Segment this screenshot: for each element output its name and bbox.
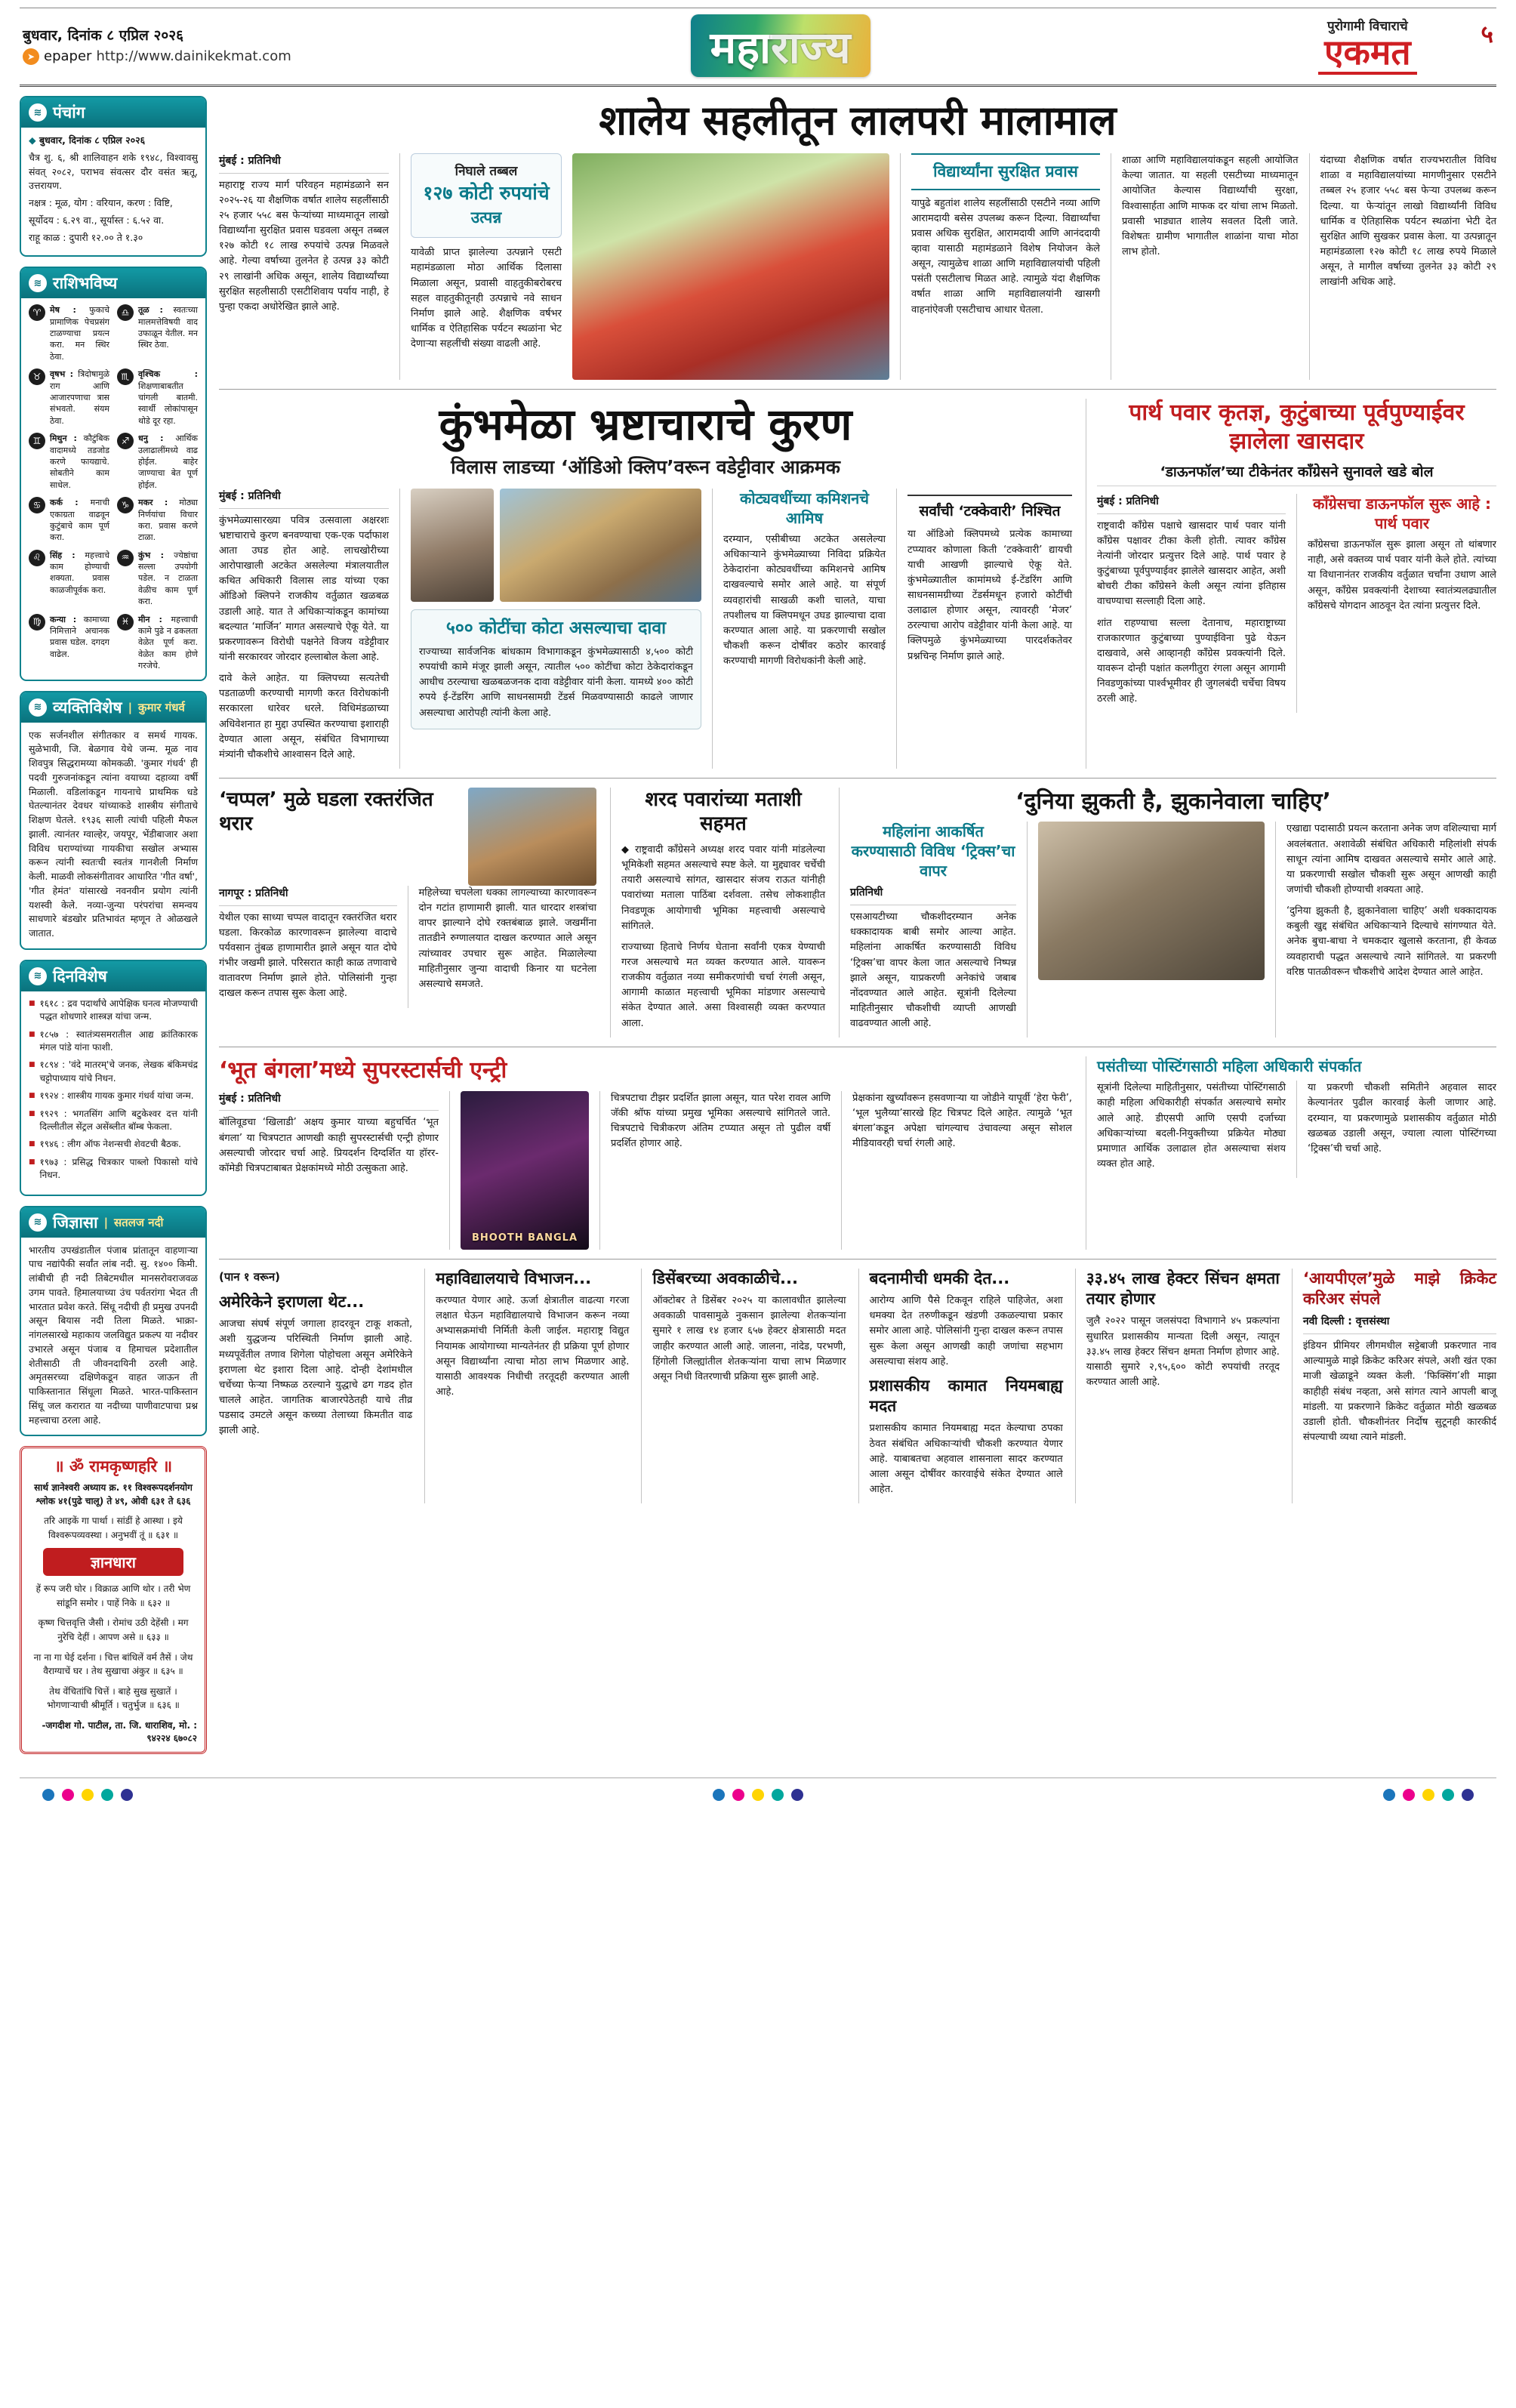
panchang-line: राहू काळ : दुपारी १२.०० ते १.३० (29, 231, 143, 243)
byline: नवी दिल्ली : वृत्तसंस्था (1303, 1314, 1496, 1334)
vilas-lad-portrait-photo (411, 489, 494, 602)
body-text: आरोग्य आणि पैसे टिकवून राहिले पाहिजेत, अशा धमक्या देत तरुणीकडून खंडणी उकळल्याचा प्रकार समोर आला आहे. पोलिसांनी गुन्हा दाखल करून तपास सुरू केला असून आणखी काही जणांचा सहभाग असल्याचा संशय आहे. (869, 1295, 1063, 1367)
chappal-incident-photo (468, 788, 596, 886)
color-dot (772, 1789, 784, 1801)
color-dot (752, 1789, 764, 1801)
day-special-item: ■ १८९४ : 'वंदे मातरम्'चे जनक, लेखक बंकिमचंद्र चट्टोपाध्याय यांचे निधन. (29, 1059, 198, 1085)
commission-subhead: कोट्यवधींच्या कमिशनचे आमिष (739, 489, 869, 528)
body-text: एसआयटीच्या चौकशीदरम्यान अनेक धक्कादायक बाबी समोर आल्या आहेत. महिलांना आकर्षित करण्यासाठी विविध ‘ट्रिक्स’चा वापर केला जात असल्याचे निष्पन्न झाले असून, याप्रकरणी अनेकांचे जबाब नोंदवण्यात आले आहेत. सूत्रांनी दिलेल्या माहितीनुसार चौकशीची व्याप्ती आणखी वाढवण्यात आली आहे. (850, 911, 1016, 1030)
body-text: यंदाच्या शैक्षणिक वर्षात राज्यभरातील विविध शाळा व महाविद्यालयांच्या मागणीनुसार एसटीने तब्बल २५ हजार ५५८ बस फेऱ्या उपलब्ध करून दिल्या. या फेऱ्यांतून लाखो विद्यार्थ्यांनी विविध धार्मिक व ऐतिहासिक पर्यटन स्थळांना भेटी देत सुरक्षित आणि सुखकर प्रवास केला. या उत्पन्नातून महामंडळाला १२७ कोटी १८ लाख रुपये मिळाले असून, ते मागील वर्षाच्या तुलनेत ३३ कोटी २९ लाखांनी अधिक आहे. (1320, 155, 1496, 288)
body-text: एखाद्या पदासाठी प्रयत्न करताना अनेक जण वशिल्याचा मार्ग अवलंबतात. अशावेळी संबंधित अधिकारी महिलांशी संपर्क साधून त्यांना आमिष दाखवत असल्याचे समोर आले आहे. या प्रकरणाची सखोल चौकशी सुरू असून आणखी काही जणांची चौकशी होण्याची शक्यता आहे. (1286, 823, 1496, 896)
rashi-item: ♌ सिंह : महत्त्वाचे काम होण्याची शक्यता. प्रवास काळजीपूर्वक करा. (29, 550, 109, 608)
story-row-three (219, 778, 1496, 1038)
story-bhoot-bangla (219, 1056, 1072, 1250)
person-special-subject: कुमार गंधर्व (138, 700, 185, 714)
curiosity-section: ≋ जिज्ञासा | सतलज नदी भारतीय उपखंडातील पंजाब प्रांतातून वाहणाऱ्या पाच नद्यांपैकी सर्वांत लांब नदी. सु. १४०० किमी. लांबीची ही नदी तिबेटमधील मानसरोवराजवळ उगम पावते. हिमालयाच्या उंच पर्वतरांगा भेदत ती भारतात प्रवेश करते. सिंधू नदीची ही प्रमुख उपनदी असून बियास नदी तिला मिळते. भाक्रा-नांगलसारखे महाकाय जलविद्युत प्रकल्प या नदीवर उभारले असून पंजाब व हिमाचल प्रदेशातील शेतीसाठी ती जीवनदायिनी ठरली आहे. अमृतसरच्या दक्षिणेकडून वाहत जाऊन ती पाकिस्तानात सिंधूला मिळते. भारत-पाकिस्तान सिंधू जल करारात या नदीच्या पाणीवाटपाचा प्रश्न महत्त्वाचा ठरला आहे. (20, 1206, 207, 1437)
day-special-section (20, 960, 207, 1196)
day-special-item: ■ १९२९ : भगतसिंग आणि बटुकेश्वर दत्त यांनी दिल्लीतील सेंट्रल असेंब्लीत बॉम्ब फेकला. (29, 1108, 198, 1134)
rashi-item: ♊ मिथुन : कौटुंबिक वादामध्ये तडजोड करणे फायद्याचे. सोबतीने काम साधेल. (29, 433, 109, 491)
parth-subhead: काँग्रेसचा डाऊनफॉल सुरू आहे : पार्थ पवार (1312, 495, 1492, 533)
color-dot (791, 1789, 803, 1801)
body-text: जुलै २०२२ पासून जलसंपदा विभागाने ४५ प्रकल्पांना सुधारित प्रशासकीय मान्यता दिली असून, त्यातून ३३.४५ लाख हेक्टर सिंचन क्षमता निर्माण होणार आहे. यासाठी सुमारे २,९५,६०० कोटी रुपयांची तरतूद करण्यात आली आहे. (1086, 1315, 1280, 1388)
day-special-item: ■ १८५७ : स्वातंत्र्यसमरातील आद्य क्रांतिकारक मंगल पांडे यांना फाशी. (29, 1028, 198, 1055)
section-chevron-icon: ≋ (29, 1213, 47, 1232)
story-headline: महाविद्यालयाचे विभाजन... (436, 1269, 592, 1287)
kumbh-mela-aerial-photo (500, 489, 701, 602)
body-text: सूत्रांनी दिलेल्या माहितीनुसार, पसंतीच्या पोस्टिंगसाठी काही महिला अधिकारीही संपर्कात असल्याचे समोर आले आहे. डीएसपी आणि एसपी दर्जाच्या अधिकाऱ्यांच्या बदली-नियुक्तीच्या प्रक्रियेत मोठ्या प्रमाणात आर्थिक उलाढाल होत असल्याचा संशय व्यक्त होत आहे. (1097, 1082, 1286, 1170)
rashi-item: ♑ मकर : मोठ्या निर्णयांचा विचार करा. प्रवास करणे टाळा. (117, 497, 198, 544)
color-dot (1442, 1789, 1454, 1801)
story-row-four (219, 1047, 1496, 1250)
body-text: चित्रपटाचा टीझर प्रदर्शित झाला असून, यात परेश रावल आणि जॅकी श्रॉफ यांच्या प्रमुख भूमिका असल्याचे सांगितले जाते. चित्रपटाचे चित्रीकरण अंतिम टप्प्यात असून तो पुढील वर्षी प्रदर्शित होणार आहे. (611, 1092, 830, 1150)
story-headline: ‘भूत बंगला’मध्ये सुपरस्टार्सची एन्ट्री (219, 1057, 507, 1084)
day-special-item: ■ १९७३ : प्रसिद्ध चित्रकार पाब्लो पिकासो यांचे निधन. (29, 1156, 198, 1182)
rashi-item: ♈ मेष : फुकाचे प्रामाणिक पेचप्रसंग टाळण्याचा प्रयत्न करा. मन स्थिर ठेवा. (29, 304, 109, 362)
body-text: काँग्रेसचा डाऊनफॉल सुरू झाला असून तो थांबणार नाही, असे वक्तव्य पार्थ पवार यांनी केले होते. त्यांच्या या विधानानंतर राजकीय वर्तुळात चर्चांना उधाण आले असून, काँग्रेस प्रवक्त्यांनी देशाच्या स्वातंत्र्यलढ्यातील काँग्रेसचे योगदान आठवून देत त्यांना प्रत्युत्तर दिले. (1308, 539, 1496, 612)
horoscope-section (20, 267, 207, 680)
curiosity-title: जिज्ञासा (53, 1213, 98, 1232)
body-text: शाळा आणि महाविद्यालयांकडून सहली आयोजित केल्या जातात. या सहली एसटीच्या माध्यमातून आयोजित केल्यास विद्यार्थ्यांची सुरक्षा, विश्वासार्हता आणि माफक दर यांचा लाभ मिळतो. प्रवासी भाड्यात शालेय सवलत दिली जाते. विशेषतः ग्रामीण भागातील शाळांना याचा मोठा लाभ होतो. (1122, 155, 1299, 257)
body-text: महाराष्ट्र राज्य मार्ग परिवहन महामंडळाने सन २०२५-२६ या शैक्षणिक वर्षात शालेय सहलींसाठी २५ हजार ५५८ बस फेऱ्यांच्या माध्यमातून लाखो विद्यार्थ्यांना सुरक्षित प्रवास घडवला असून तब्बल १२७ कोटी १८ लाख रुपयांचे उत्पन्न मिळवले आहे. गेल्या वर्षाच्या तुलनेत हे उत्पन्न ३३ कोटी २९ लाखांनी अधिक असून, शालेय विद्यार्थ्यांच्या सुरक्षित सहलीसाठी एसटीशिवाय पर्याय नाही, हे पुन्हा एकदा अधोरेखित झाले आहे. (219, 179, 389, 313)
story-headline: प्रशासकीय कामात नियमबाह्य मदत (869, 1376, 1063, 1416)
masthead-maha: महा (710, 22, 772, 73)
brand-tagline: पुरोगामी विचाराचे (1327, 18, 1408, 34)
body-text: दावे केले आहेत. या क्लिपच्या सत्यतेची पडताळणी करण्याची मागणी करत विरोधकांनी सरकारला धारेवर धरले. विधिमंडळाच्या अधिवेशनात हा मुद्दा उपस्थित करण्याचा इशाराही देण्यात आला असून, संबंधित विभागाच्या मंत्र्यांनी चौकशीचे आश्वासन दिले आहे. (219, 673, 389, 760)
body-text: इंडियन प्रीमियर लीगमधील सट्टेबाजी प्रकरणात नाव आल्यामुळे माझे क्रिकेट करिअर संपले, अशी खंत एका माजी खेळाडूने व्यक्त केली. ‘फिक्सिंग’शी माझा काहीही संबंध नव्हता, असे सांगत त्याने आपली बाजू मांडली. या प्रकरणाने क्रिकेट वर्तुळात मोठी खळबळ उडाली होती. चौकशीनंतर निर्दोष सुटूनही कारकीर्द संपल्याची व्यथा त्याने मांडली. (1302, 1340, 1497, 1443)
scorpio-icon: ♏ (117, 368, 134, 385)
body-text: यापुढे बहुतांश शालेय सहलींसाठी एसटीने नव्या आणि आरामदायी बसेस उपलब्ध करून दिल्या. विद्यार्थ्यांचा प्रवास अधिक सुरक्षित, आरामदायी आणि आनंददायी व्हावा यासाठी महामंडळाने विशेष नियोजन केले असून, त्यामुळेच शाळा आणि महाविद्यालयांची पहिली पसंती एसटीलाच मिळत आहे. त्यामुळे यंदा शैक्षणिक वर्षात शाळा आणि महाविद्यालयांनी खासगी वाहनांऐवजी एसटीचाच आधार घेतला. (911, 197, 1100, 316)
color-dot (732, 1789, 744, 1801)
registration-dots-right (1383, 1789, 1474, 1801)
story-row-kumbh-parth (219, 389, 1496, 769)
body-text: यावेळी प्राप्त झालेल्या उत्पन्नाने एसटी महामंडळाला मोठा आर्थिक दिलासा मिळाला असून, प्रवासी वाहतुकीबरोबरच सहल वाहतुकीतूनही उत्पन्नाचे नवे साधन निर्माण झाले आहे. शैक्षणिक वर्षभर धार्मिक व ऐतिहासिक पर्यटन स्थळांना भेट देणाऱ्या सहलींची संख्या वाढली आहे. (411, 247, 562, 350)
story-america-iran (219, 1269, 412, 1503)
day-special-title: दिनविशेष (53, 967, 107, 985)
story-duniya (839, 788, 1496, 1038)
color-dot (713, 1789, 725, 1801)
story-kumbh-mela (219, 399, 1072, 769)
color-dot (42, 1789, 54, 1801)
left-sidebar (20, 96, 207, 1764)
day-special-item: ■ १९२४ : शास्त्रीय गायक कुमार गंधर्व यांचा जन्म. (29, 1090, 198, 1102)
story-chappal (219, 788, 596, 1038)
leo-icon: ♌ (29, 550, 45, 566)
body-text: कुंभमेळ्यासारख्या पवित्र उत्सवाला अक्षरशः भ्रष्टाचाराचे कुरण बनवण्याचा एक-एक पर्दाफाश आता उघड होत आहे. लाचखोरीच्या आरोपाखाली अटकेत असलेल्या मंत्रालयातील कथित अधिकारी विलास लाड यांच्या एका ऑडिओ क्लिपने राजकीय वर्तुळात खळबळ उडाली आहे. यात ते अधिकाऱ्यांकडून कामांच्या बदल्यात ‘मार्जिन’ मागत असल्याचे ऐकू येते. या प्रकरणावरून विरोधी पक्षनेते विजय वडेट्टीवार यांनी सरकारवर जोरदार हल्लाबोल केला आहे. (219, 514, 389, 663)
officer-office-photo (1038, 822, 1265, 980)
story-headline: शालेय सहलीतून लालपरी मालामाल (599, 97, 1117, 144)
dnyandhara-badge: ज्ञानधारा (43, 1548, 183, 1576)
school-bus-photo (572, 153, 889, 380)
panchang-title: पंचांग (53, 103, 85, 122)
person-special-section: ≋ व्यक्तिविशेष | कुमार गंधर्व एक सर्जनशील संगीतकार व समर्थ गायक. सुळेभावी, जि. बेळगाव येथे जन्म. मूळ नाव शिवपुत्र सिद्धरामय्या कोमकळी. 'कुमार गंधर्व' ही पदवी गुरुजनांकडून त्यांना वयाच्या दहाव्या वर्षी मिळाली. वडिलांकडून गायनाचे प्राथमिक धडे घेतल्यानंतर देवधर यांच्याकडे शास्त्रीय संगीताचे शिक्षण घेतले. १९३६ साली त्यांची पहिली मैफल झाली. त्यानंतर ग्वाल्हेर, जयपूर, भेंडीबाजार अशा विविध घराण्यांच्या गायकीचा सखोल अभ्यास करून त्यांनी स्वतःची स्वतंत्र गानशैली निर्माण केली. माळवी लोकसंगीतावर आधारित 'गीत वर्षा', 'गीत हेमंत' यांसारखे नवनवीन प्रयोग त्यांनी यशस्वी केले. नव्या-जुन्या परंपरांचा समन्वय साधणारे बंडखोर प्रतिभावंत म्हणून ते ओळखले जातात. (20, 691, 207, 950)
story-deck: विलास लाडच्या ‘ऑडिओ क्लिप’वरून वडेट्टीवार आक्रमक (451, 456, 840, 479)
panchang-date: ◆ बुधवार, दिनांक ८ एप्रिल २०२६ (29, 134, 198, 148)
takkewari-subhead: सर्वांची ‘टक्केवारी’ निश्चित (907, 495, 1072, 523)
epaper-arrow-icon: ➤ (23, 48, 39, 65)
story-headline: ‘दुनिया झुकती है, झुकानेवाला चाहिए’ (1015, 788, 1331, 815)
panchang-line: नक्षत्र : मूळ, योग : वरियान, करण : विष्टि, (29, 197, 173, 208)
aries-icon: ♈ (29, 304, 45, 321)
body-text: ◆ राष्ट्रवादी काँग्रेसने अध्यक्ष शरद पवार यांनी मांडलेल्या भूमिकेशी सहमत असल्याचे स्पष्ट केले. या मुद्द्यावर चर्चेची तयारी असल्याचे सांगत, खासदार संजय राऊत यांनीही पवारांच्या मताला पाठिंबा दर्शवला. तसेच लोकशाहीत निवडणूक आयोगाची भूमिका महत्त्वाची असल्याचे सांगितले. (621, 843, 825, 932)
body-text: दरम्यान, एसीबीच्या अटकेत असलेल्या अधिकाऱ्याने कुंभमेळ्याच्या निविदा प्रक्रियेत ठेकेदारांना कोट्यवधींच्या कमिशनचे आमिष दाखवल्याचे समोर आले आहे. या संपूर्ण व्यवहारांची साखळी कशी चालते, याचा तपशीलच या क्लिपमधून उघड झाल्याचा दावा करण्यात आला आहे. या प्रकरणाची सखोल चौकशी करून दोषींवर कठोर कारवाई करण्याची मागणी विरोधकांनी केली आहे. (723, 534, 886, 668)
horoscope-title: राशिभविष्य (53, 274, 118, 293)
libra-icon: ♎ (117, 304, 134, 321)
body-text: येथील एका साध्या चप्पल वादातून रक्तरंजित थरार घडला. किरकोळ कारणावरून झालेल्या वादाचे पर्यवसान तुंबळ हाणामारीत झाले असून यात दोघे गंभीर जखमी झाले. परिसरात काही काळ तणावाचे वातावरण निर्माण झाले होते. पोलिसांनी गुन्हा दाखल करून तपास सुरू केला आहे. (219, 911, 397, 1000)
page-footer (20, 1777, 1496, 1804)
story-deck: ‘डाऊनफॉल’च्या टीकेनंतर काँग्रेसने सुनावले खडे बोल (1097, 461, 1496, 486)
devotional-title: ॥ ॐ रामकृष्णहरि ॥ (54, 1457, 173, 1476)
story-headline: बदनामीची धमकी देत... (869, 1269, 1010, 1287)
rashi-item: ♋ कर्क : मनाची एकाग्रता वाढवून कुटुंबाचे काम पूर्ण करा. (29, 497, 109, 544)
story-irrigation (1075, 1269, 1280, 1503)
claim-text: राज्याच्या सार्वजनिक बांधकाम विभागाकडून कुंभमेळ्यासाठी ४,५०० कोटी रुपयांची कामे मंजूर झाली असून, त्यातील ५०० कोटींचा कोटा ठेकेदारांकडून आधीच ठरल्याचा खळबळजनक दावा वडेट्टीवार यांनी केला. यामध्ये ४०० कोटी रुपये ई-टेंडरिंग आणि साधनसामग्री टेंडर्स मिळवण्यासाठी काढले जाणार असल्याचा आरोपही त्यांनी केला आहे. (419, 646, 693, 719)
rashi-item: ♒ कुंभ : ज्येष्ठांचा सल्ला उपयोगी पडेल. न टाळता वेळीच काम पूर्ण करा. (117, 550, 198, 608)
day-special-item: ■ १९४६ : लीग ऑफ नेशन्सची शेवटची बैठक. (29, 1138, 198, 1151)
verse: तेथ वेंचितांचि चित्तें । बाहे सुख सुखातें । भोगणाऱ्याची श्रीमूर्ति । चतुर्भुज ॥ ६३६ ॥ (47, 1685, 180, 1711)
verse: कृष्ण चित्तवृत्ति जैसी । रोमांच उठी देहेंसी । मग नुरेचि देहीं । आपण असे ॥ ६३३ ॥ (38, 1617, 189, 1643)
story-school-trips (219, 97, 1496, 380)
byline: नागपूर : प्रतिनिधी (219, 886, 397, 906)
person-special-title: व्यक्तिविशेष (53, 698, 122, 717)
header-left (23, 25, 291, 67)
rashi-item: ♐ धनु : आर्थिक उलाढालींमध्ये वाढ होईल. बाहेर जाण्याचा बेत पूर्ण होईल. (117, 433, 198, 491)
color-dot (82, 1789, 94, 1801)
byline: मुंबई : प्रतिनिधी (219, 489, 389, 509)
body-text: शांत राहण्याचा सल्ला देतानाच, महाराष्ट्राच्या राजकारणात कुटुंबाच्या पुण्याईविना पुढे येऊन दाखवावे, असे आव्हानही काँग्रेस प्रवक्त्यांनी दिले. यावरून दोन्ही पक्षांत कलगीतुरा रंगला असून आगामी निवडणुकांच्या पार्श्वभूमीवर ही जुगलबंदी चर्चेचा विषय ठरली आहे. (1097, 617, 1286, 705)
poster-title-text: BHOOTH BANGLA (471, 1232, 578, 1244)
curiosity-text: भारतीय उपखंडातील पंजाब प्रांतातून वाहणाऱ्या पाच नद्यांपैकी सर्वांत लांब नदी. सु. १४०० किमी. लांबीची ही नदी तिबेटमधील मानसरोवराजवळ उगम पावते. हिमालयाच्या उंच पर्वतरांगा भेदत ती भारतात प्रवेश करते. सिंधू नदीची ही प्रमुख उपनदी असून बियास नदी तिला मिळते. भाक्रा-नांगलसारखे महाकाय जलविद्युत प्रकल्प या नदीवर उभारले असून पंजाब व हिमाचल प्रदेशातील शेतीसाठी ती जीवनदायिनी ठरली आहे. अमृतसरच्या दक्षिणेकडून वाहत जाऊन ती पाकिस्तानात सिंधूला मिळते. भारत-पाकिस्तान सिंधू जल करारात या नदीच्या पाणीवाटपाचा प्रश्न महत्त्वाचा ठरला आहे. (29, 1244, 198, 1426)
aquarius-icon: ♒ (117, 550, 134, 566)
day-special-item: ■ १६१८ : द्रव पदार्थांचे आपेक्षिक घनत्व मोजण्याची पद्धत शोधणारे शास्त्रज्ञ यांचा जन्म. (29, 997, 198, 1024)
income-highlight-box: निघाले तब्बल १२७ कोटी रुपयांचे उत्पन्न (411, 153, 562, 238)
devotional-subtitle: सार्थ ज्ञानेश्वरी अध्याय क्र. ११ विश्वरूपदर्शनयोग श्लोक ४१(पुढे चालू) ते ४९, ओवी ६३१ ते ६३६ (34, 1482, 193, 1506)
body-text: प्रेक्षकांना खुर्च्यांवरून हसवणाऱ्या या जोडीने यापूर्वी ‘हेरा फेरी’, ‘भूल भुलैय्या’सारखे हिट चित्रपट दिले आहेत. त्यामुळे ‘भूत बंगला’कडून अपेक्षा चांगल्याच उंचावल्या असून सोशल मीडियावरही चर्चा रंगली आहे. (852, 1092, 1072, 1150)
claim-title: ५०० कोटींचा कोटा असल्याचा दावा (445, 618, 667, 639)
verse: हें रूप जरी घोर । विक्राळ आणि थोर । तरी भेण सांडूनि समोर । पाहें निके ॥ ६३२ ॥ (35, 1583, 191, 1608)
story-parth-pawar (1086, 399, 1496, 769)
story-posting (1086, 1056, 1496, 1250)
page-number: ५ (1481, 20, 1493, 48)
rashi-item: ♎ तूळ : स्वतःच्या मालमत्तेविषयी वाद उफाळून येतील. मन स्थिर ठेवा. (117, 304, 198, 362)
story-deck: महिलांना आकर्षित करण्यासाठी विविध ‘ट्रिक्स’चा वापर (851, 822, 1015, 880)
devotional-section (20, 1446, 207, 1754)
body-text: बॉलिवूडचा ‘खिलाडी’ अक्षय कुमार याच्या बहुचर्चित ‘भूत बंगला’ या चित्रपटात आणखी काही सुपरस्टार्सची एन्ट्री होणार असल्याची जोरदार चर्चा आहे. प्रियदर्शन दिग्दर्शित या हॉरर-कॉमेडी चित्रपटाबाबत प्रेक्षकांमध्ये मोठी उत्सुकता आहे. (219, 1117, 439, 1174)
page-header (20, 8, 1496, 87)
epaper-url-link[interactable]: http://www.dainikekmat.com (96, 48, 291, 65)
body-text: राष्ट्रवादी काँग्रेस पक्षाचे खासदार पार्थ पवार यांनी काँग्रेस पक्षावर टीका केली होती. त्यावर काँग्रेस नेत्यांनी जोरदार प्रत्युत्तर दिले आहे. पार्थ पवार हे कुटुंबाच्या पूर्वपुण्याईवर झालेले खासदार आहेत, अशी बोचरी टीका काँग्रेसने केली असून त्यांना इतिहास वाचण्याचा सल्लाही दिला आहे. (1097, 520, 1286, 608)
story-headline: ३३.४५ लाख हेक्टर सिंचन क्षमता तयार होणार (1086, 1269, 1280, 1309)
verse: तरि आइकें गा पार्था । सांडीं हे आस्था । इये विश्वरूपव्यवस्था । अनुभवीं तूं ॥ ६३१ ॥ (44, 1515, 183, 1540)
brand-block (1269, 17, 1465, 75)
body-text: या प्रकरणी चौकशी समितीने अहवाल सादर केल्यानंतर पुढील कारवाई केली जाणार आहे. दरम्यान, या प्रकरणामुळे प्रशासकीय वर्तुळात मोठी खळबळ उडाली असून, ज्याला त्याला पोस्टिंगच्या ‘ट्रिक्स’ची चर्चा आहे. (1308, 1082, 1496, 1155)
rashi-item: ♓ मीन : महत्त्वाची कामे पुढे न ढकलता वेळेत पूर्ण करा. वेळेत काम होणे गरजेचे. (117, 614, 198, 672)
registration-dots-left (42, 1789, 133, 1801)
body-text: ऑक्टोबर ते डिसेंबर २०२५ या कालावधीत झालेल्या अवकाळी पावसामुळे नुकसान झालेल्या शेतकऱ्यांना सुमारे १ लाख १४ हजार ६५७ हेक्टर क्षेत्रासाठी मदत जाहीर करण्यात आली आहे. जालना, नांदेड, परभणी, हिंगोली जिल्ह्यांतील शेतकऱ्यांना याचा लाभ मिळणार असून निधी वितरणाची प्रक्रिया सुरू झाली आहे. (652, 1295, 846, 1383)
gemini-icon: ♊ (29, 433, 45, 449)
color-dot (1422, 1789, 1434, 1801)
story-headline: डिसेंबरच्या अवकाळीचे... (652, 1269, 798, 1287)
story-headline: पसंतीच्या पोस्टिंगसाठी महिला अधिकारी संपर्कात (1097, 1057, 1362, 1076)
panchang-section (20, 96, 207, 257)
story-headline: कुंभमेळा भ्रष्टाचाराचे कुरण (439, 399, 852, 451)
story-headline: शरद पवारांच्या मताशी सहमत (645, 788, 802, 836)
story-headline: अमेरिकेने इराणला थेट... (219, 1293, 365, 1312)
byline: मुंबई : प्रतिनिधी (1097, 494, 1286, 514)
color-dot (1403, 1789, 1415, 1801)
body-text: या ऑडिओ क्लिपमध्ये प्रत्येक कामाच्या टप्प्यावर कोणाला किती ‘टक्केवारी’ द्यायची याची आखणी झाल्याचे ऐकू येते. कुंभमेळ्यातील कामांमध्ये ई-टेंडरिंग आणि साधनसामग्रीच्या टेंडर्समधून हजारो कोटींची उलाढाल होणार असून, त्यावरही ‘मेजर’ ठरल्याचा आरोप वडेट्टीवार यांनी केला आहे. या क्लिपमुळे कुंभमेळ्याच्या पारदर्शकतेवर प्रश्नचिन्ह निर्माण झाले आहे. (907, 529, 1072, 662)
section-chevron-icon: ≋ (29, 103, 47, 122)
virgo-icon: ♍ (29, 614, 45, 631)
story-headline: पार्थ पवार कृतज्ञ, कुटुंबाच्या पूर्वपुण्याईवर झालेला खासदार (1129, 399, 1465, 455)
curiosity-subject: सतलज नदी (114, 1215, 164, 1229)
story-unseasonal-rain (641, 1269, 846, 1503)
verse-author: -जगदीश गो. पाटील, ता. जि. धाराशिव, मो. : ९४२२४ ६७०८२ (42, 1719, 197, 1744)
brand-name: एकमत (1318, 34, 1417, 75)
masthead-band (691, 14, 870, 77)
story-headline: ‘चप्पल’ मुळे घडला रक्तरंजित थरार (219, 788, 433, 836)
registration-dots-center (713, 1789, 803, 1801)
rashi-item: ♉ वृषभ : त्रिदोषामुळे राग आणि आजारपणाचा त्रास संभवतो. संयम ठेवा. (29, 368, 109, 427)
color-dot (1383, 1789, 1395, 1801)
body-text: महिलेच्या चपलेला धक्का लागल्याच्या कारणावरून दोन गटांत हाणामारी झाली. यात धारदार शस्त्रांचा वापर झाल्याने दोघे रक्तबंबाळ झाले. जखमींना तातडीने रुग्णालयात दाखल करण्यात आले असून त्यांच्यावर उपचार सुरू आहेत. मिळालेल्या माहितीनुसार जुन्या वादाची किनार या घटनेला असल्याचे समजते. (418, 886, 596, 990)
continued-from-note: (पान १ वरून) (219, 1269, 281, 1284)
panchang-line: चैत्र शु. ६, श्री शालिवाहन शके १९४८, विश्वावसु संवत् २०८२, पराभव संवत्सर दौर वसंत ऋतू, उत्तरायण. (29, 151, 198, 192)
date-line: बुधवार, दिनांक ८ एप्रिल २०२६ (23, 26, 184, 44)
section-chevron-icon: ≋ (29, 698, 47, 717)
color-dot (101, 1789, 113, 1801)
byline: मुंबई : प्रतिनिधी (219, 153, 389, 174)
body-text: ‘दुनिया झुकती है, झुकानेवाला चाहिए’ अशी धक्कादायक कबुली खुद्द संबंधित अधिकाऱ्याने दिल्याचे सांगण्यात येते. अनेक बुचा-बाचा ने चमकदार खुलासे करताना, ही केवळ व्यवहाराची पद्धत असल्याचे त्याने सांगितले. या प्रकरणी वरिष्ठ पातळीवरून चौकशीचे आदेश देण्यात आले आहेत. (1286, 905, 1496, 978)
color-dot (121, 1789, 133, 1801)
rashi-item: ♏ वृश्चिक : शिक्षणाबाबतीत चांगली बातमी. स्वार्थी लोकांपासून थोडे दूर रहा. (117, 368, 198, 427)
bottom-continuations (219, 1259, 1496, 1503)
story-headline: ‘आयपीएल’मुळे माझे क्रिकेट करिअर संपले (1302, 1269, 1497, 1309)
panchang-line: सूर्योदय : ६.२९ वा., सूर्यास्त : ६.५२ वा. (29, 214, 165, 226)
cancer-icon: ♋ (29, 497, 45, 513)
epaper-label: epaper (44, 48, 92, 65)
byline: प्रतिनिधी (850, 885, 1016, 905)
person-special-text: एक सर्जनशील संगीतकार व समर्थ गायक. सुळेभावी, जि. बेळगाव येथे जन्म. मूळ नाव शिवपुत्र सिद्धरामय्या कोमकळी. 'कुमार गंधर्व' ही पदवी गुरुजनांकडून त्यांना वयाच्या दहाव्या वर्षी मिळाली. वडिलांकडून गायनाचे प्राथमिक धडे घेतल्यानंतर देवधर यांच्याकडे शास्त्रीय संगीताचे शिक्षण घेतले. १९३६ साली त्यांची पहिली मैफल झाली. त्यानंतर ग्वाल्हेर, जयपूर, भेंडीबाजार अशा विविध घराण्यांच्या गायकीचा सखोल अभ्यास करून त्यांनी स्वतःची स्वतंत्र गानशैली निर्माण केली. माळवी लोकसंगीतावर आधारित 'गीत वर्षा', 'गीत हेमंत' यांसारखे नवनवीन प्रयोग त्यांनी यशस्वी केले. नव्या-जुन्या परंपरांचा समन्वय साधणारे बंडखोर प्रतिभावंत म्हणून ते ओळखले जातात. (29, 729, 198, 939)
pisces-icon: ♓ (117, 614, 134, 631)
body-text: राज्याच्या हिताचे निर्णय घेताना सर्वांनी एकत्र येण्याची गरज असल्याचे मत व्यक्त करण्यात आले. यावरून राजकीय वर्तुळात नव्या समीकरणांची चर्चा रंगली असून, आगामी काळात महत्त्वाची भूमिका मांडणार असल्याचे संकेत देण्यात आले. असा विश्वासही व्यक्त करण्यात आला. (621, 941, 825, 1029)
main-content (219, 96, 1496, 1764)
claim-box (411, 609, 701, 729)
sagittarius-icon: ♐ (117, 433, 134, 449)
color-dot (62, 1789, 74, 1801)
byline: मुंबई : प्रतिनिधी (219, 1091, 439, 1112)
story-sharad-pawar (610, 788, 825, 1038)
bhoot-bangla-poster (461, 1091, 589, 1250)
masthead (307, 14, 1255, 77)
rashi-item: ♍ कन्या : कामाच्या निमित्ताने अचानक प्रवास घडेल. दगदग वाढेल. (29, 614, 109, 672)
section-chevron-icon: ≋ (29, 967, 47, 985)
story-ipl-career (1292, 1269, 1496, 1503)
section-chevron-icon: ≋ (29, 274, 47, 292)
masthead-rajya: राज्य (771, 22, 851, 73)
story-college-split (424, 1269, 629, 1503)
body-text: करण्यात येणार आहे. ऊर्जा क्षेत्रातील वाढत्या गरजा लक्षात घेऊन महाविद्यालयाचे विभाजन करून नव्या अभ्यासक्रमांची निर्मिती केली जाईल. महाराष्ट्र विद्युत नियामक आयोगाच्या मान्यतेनंतर ही प्रक्रिया पूर्ण होणार असून विद्यार्थ्यांना त्याचा मोठा लाभ मिळणार आहे. यासाठी आवश्यक निधीची तरतूदही करण्यात आली आहे. (436, 1295, 630, 1398)
body-text: आजचा संघर्ष संपूर्ण जगाला हादरवून टाकू शकतो, अशी युद्धजन्य परिस्थिती निर्माण झाली आहे. मध्यपूर्वेतील तणाव शिगेला पोहोचला असून अमेरिकेने इराणला थेट इशारा दिला आहे. दोन्ही देशांमधील चर्चेच्या फेऱ्या निष्फळ ठरल्याने युद्धाचे ढग गडद होत चालले आहेत. जागतिक बाजारपेठेतही याचे तीव्र पडसाद उमटले असून कच्च्या तेलाच्या किमतीत वाढ झाली आहे. (219, 1318, 413, 1437)
verse: ना ना गा घेई दर्शना । चित्त बांधिलें वर्म तैसें । जेथ वैराग्याचें घर । तेथ सुखाचा अंकुर ॥ ६३५ ॥ (33, 1651, 193, 1677)
taurus-icon: ♉ (29, 368, 45, 385)
capricorn-icon: ♑ (117, 497, 134, 513)
story-blackmail (858, 1269, 1063, 1503)
body-text: प्रशासकीय कामात नियमबाह्य मदत केल्याचा ठपका ठेवत संबंधित अधिकाऱ्यांची चौकशी करण्यात येणार आहे. याबाबतचा अहवाल शासनाला सादर करण्यात आला असून दोषींवर कारवाईचे संकेत देण्यात आले आहेत. (869, 1423, 1063, 1495)
color-dot (1462, 1789, 1474, 1801)
safe-travel-box-title: विद्यार्थ्यांना सुरक्षित प्रवास (911, 153, 1100, 190)
